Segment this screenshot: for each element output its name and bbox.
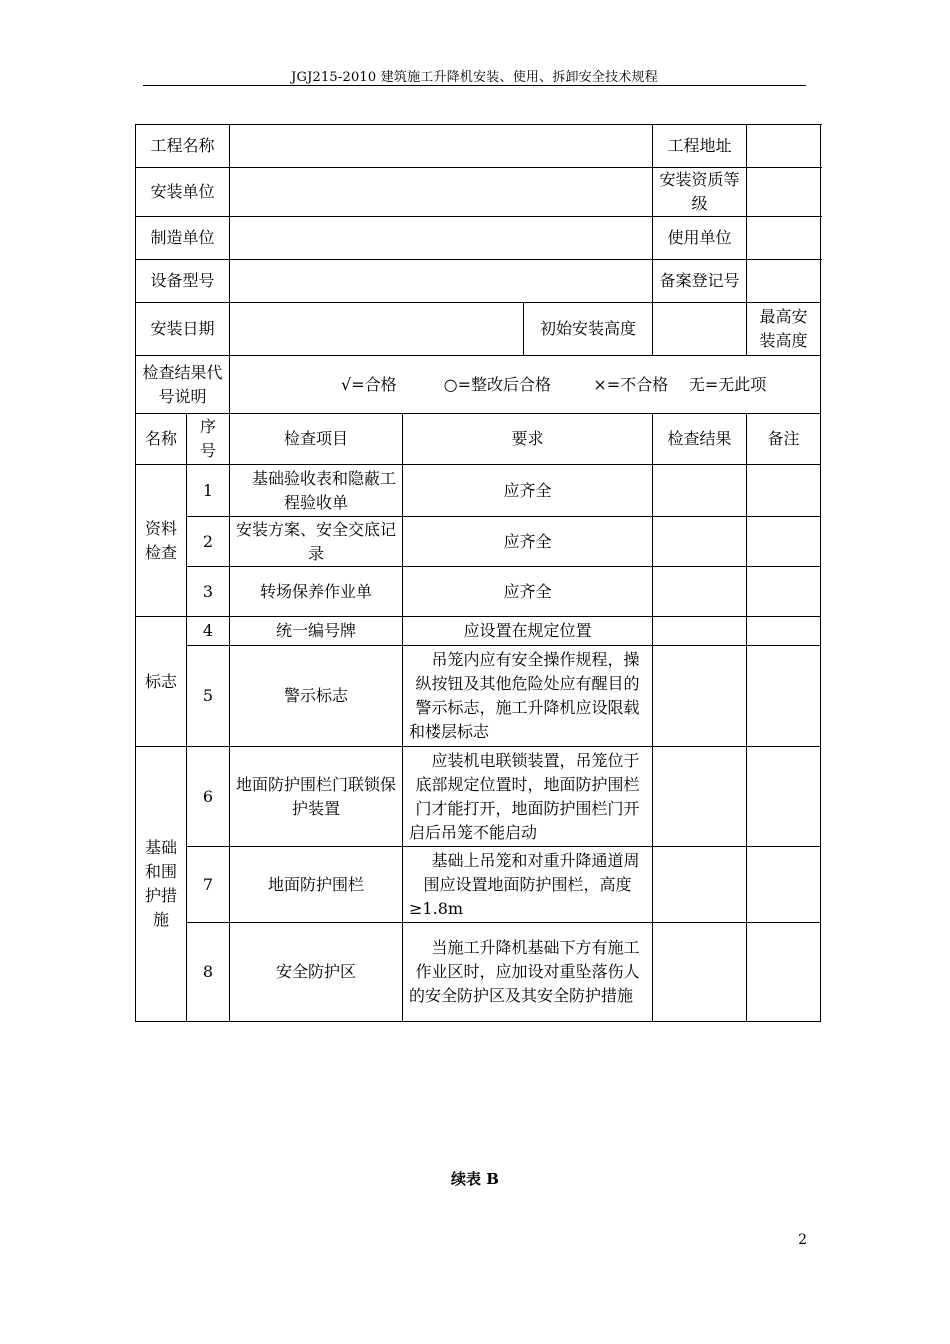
info-row-manufacture <box>136 217 821 260</box>
equipment-model-value[interactable] <box>230 260 653 303</box>
install-qual-label: 安装资质等级 <box>653 168 747 217</box>
info-row-equipment <box>136 260 821 303</box>
project-address-label: 工程地址 <box>653 125 747 168</box>
info-row-project <box>136 125 821 168</box>
row-remark[interactable] <box>747 567 821 617</box>
initial-height-label: 初始安装高度 <box>524 303 653 356</box>
record-number-label: 备案登记号 <box>653 260 747 303</box>
header-rule <box>143 85 806 86</box>
row-remark[interactable] <box>747 617 821 646</box>
continued-table-title: 续表 B <box>451 1170 499 1188</box>
row-requirement: 基础上吊笼和对重升降通道周围应设置地面防护围栏，高度≥1.8m <box>403 847 653 923</box>
equipment-model-label: 设备型号 <box>136 260 230 303</box>
legend-fail: ×=不合格 <box>593 374 669 394</box>
group-signs: 标志 <box>136 617 187 747</box>
info-row-install-date <box>136 303 821 356</box>
row-remark[interactable] <box>747 465 821 517</box>
row-item: 地面防护围栏 <box>230 847 403 923</box>
document-header: JGJ215-2010 建筑施工升降机安装、使用、拆卸安全技术规程 <box>291 70 658 85</box>
legend-na: 无=无此项 <box>688 374 767 394</box>
col-remark-header: 备注 <box>747 414 821 465</box>
project-name-value[interactable] <box>230 125 653 168</box>
install-date-label: 安装日期 <box>136 303 230 356</box>
col-requirement-header: 要求 <box>403 414 653 465</box>
row-result[interactable] <box>653 923 747 1022</box>
legend-label: 检查结果代号说明 <box>136 356 230 414</box>
row-requirement: 当施工升降机基础下方有施工作业区时，应加设对重坠落伤人的安全防护区及其安全防护措施 <box>403 923 653 1022</box>
column-header-row <box>136 414 821 465</box>
row-item: 基础验收表和隐蔽工程验收单 <box>230 465 403 517</box>
row-requirement: 应齐全 <box>403 517 653 567</box>
manufacture-unit-value[interactable] <box>230 217 653 260</box>
row-result[interactable] <box>653 646 747 747</box>
row-requirement: 吊笼内应有安全操作规程，操纵按钮及其他危险处应有醒目的警示标志，施工升降机应设限载和楼层标志 <box>403 646 653 747</box>
manufacture-unit-label: 制造单位 <box>136 217 230 260</box>
row-item: 安装方案、安全交底记录 <box>230 517 403 567</box>
legend-row <box>136 356 821 414</box>
group-docs: 资料检查 <box>136 465 187 617</box>
install-date-value[interactable] <box>230 303 524 356</box>
row-seq: 5 <box>187 646 230 747</box>
inspection-form-table <box>135 124 821 1022</box>
table-row <box>136 517 821 567</box>
row-remark[interactable] <box>747 923 821 1022</box>
row-seq: 6 <box>187 747 230 847</box>
row-result[interactable] <box>653 517 747 567</box>
table-row <box>136 567 821 617</box>
project-address-value[interactable] <box>747 125 821 168</box>
install-unit-label: 安装单位 <box>136 168 230 217</box>
install-qual-value[interactable] <box>747 168 821 217</box>
table-row <box>136 847 821 923</box>
row-seq: 3 <box>187 567 230 617</box>
row-item: 警示标志 <box>230 646 403 747</box>
col-result-header: 检查结果 <box>653 414 747 465</box>
page-number: 2 <box>798 1232 807 1248</box>
col-name-header: 名称 <box>136 414 187 465</box>
table-row <box>136 617 821 646</box>
row-remark[interactable] <box>747 517 821 567</box>
row-seq: 8 <box>187 923 230 1022</box>
col-item-header: 检查项目 <box>230 414 403 465</box>
row-seq: 1 <box>187 465 230 517</box>
row-seq: 4 <box>187 617 230 646</box>
row-result[interactable] <box>653 567 747 617</box>
row-result[interactable] <box>653 465 747 517</box>
max-height-label: 最高安装高度 <box>747 303 821 356</box>
install-unit-value[interactable] <box>230 168 653 217</box>
row-requirement: 应装机电联锁装置，吊笼位于底部规定位置时，地面防护围栏门才能打开，地面防护围栏门开启后吊笼不能启动 <box>403 747 653 847</box>
row-item: 统一编号牌 <box>230 617 403 646</box>
row-requirement: 应设置在规定位置 <box>403 617 653 646</box>
col-seq-header: 序号 <box>187 414 230 465</box>
row-item: 地面防护围栏门联锁保护装置 <box>230 747 403 847</box>
record-number-value[interactable] <box>747 260 821 303</box>
legend-pass: √=合格 <box>341 374 397 394</box>
table-row <box>136 923 821 1022</box>
row-requirement: 应齐全 <box>403 465 653 517</box>
row-remark[interactable] <box>747 646 821 747</box>
row-requirement: 应齐全 <box>403 567 653 617</box>
row-result[interactable] <box>653 747 747 847</box>
row-result[interactable] <box>653 847 747 923</box>
use-unit-value[interactable] <box>747 217 821 260</box>
project-name-label: 工程名称 <box>136 125 230 168</box>
row-result[interactable] <box>653 617 747 646</box>
table-row <box>136 747 821 847</box>
initial-height-value[interactable] <box>653 303 747 356</box>
row-seq: 7 <box>187 847 230 923</box>
table-row <box>136 465 821 517</box>
info-row-install <box>136 168 821 217</box>
row-remark[interactable] <box>747 847 821 923</box>
row-item: 转场保养作业单 <box>230 567 403 617</box>
row-seq: 2 <box>187 517 230 567</box>
use-unit-label: 使用单位 <box>653 217 747 260</box>
legend-content <box>230 356 821 414</box>
legend-rectify: ○=整改后合格 <box>443 374 551 394</box>
row-remark[interactable] <box>747 747 821 847</box>
table-row <box>136 646 821 747</box>
row-item: 安全防护区 <box>230 923 403 1022</box>
group-foundation: 基础和围护措施 <box>136 747 187 1022</box>
